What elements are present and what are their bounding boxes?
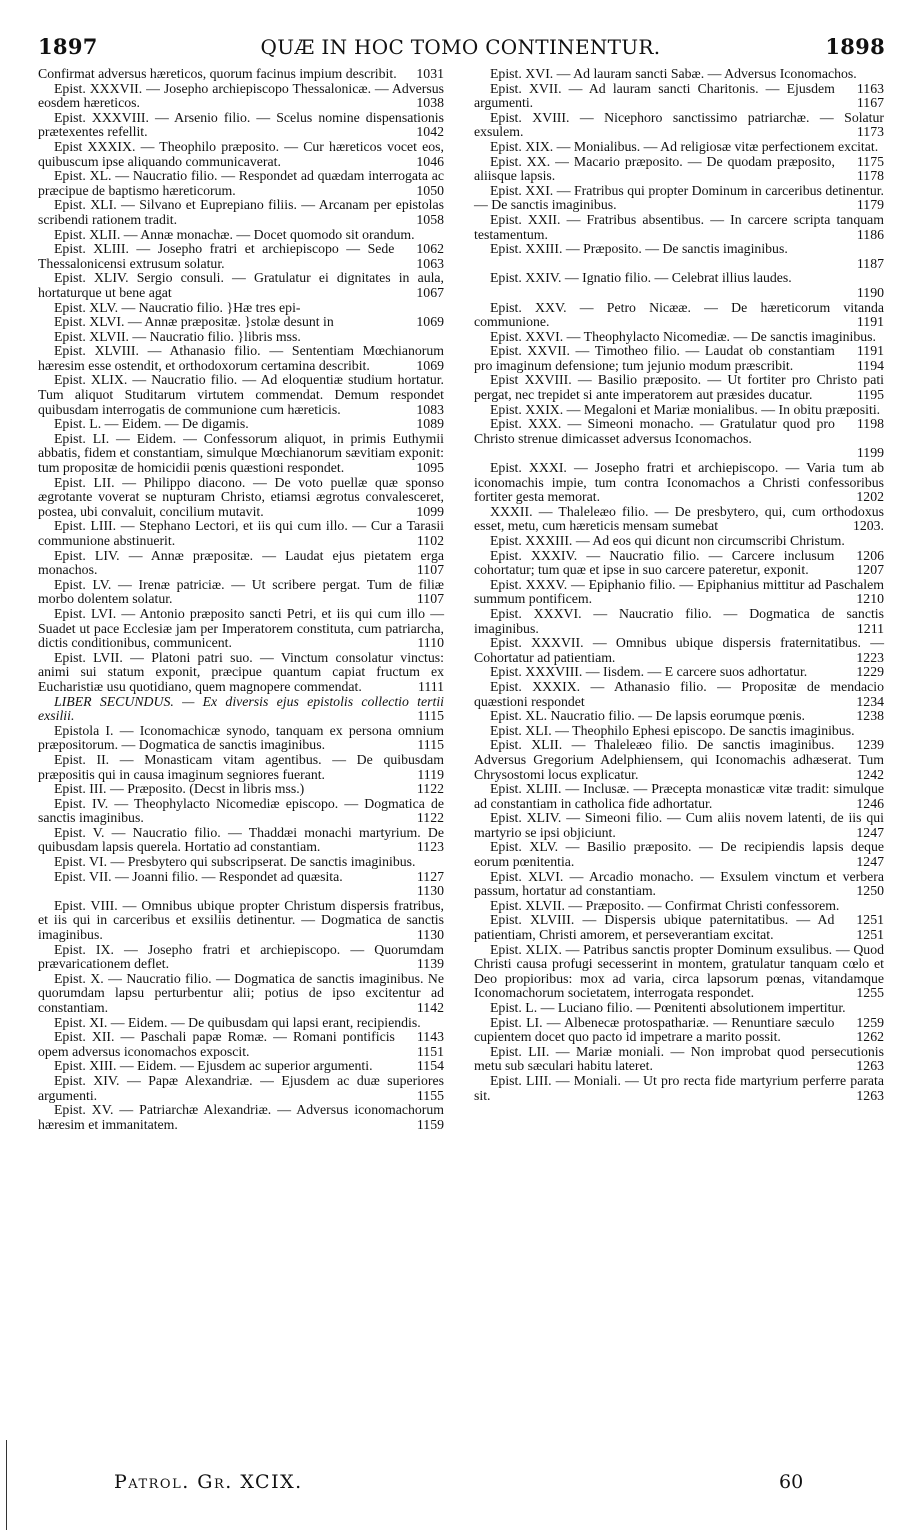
toc-entry: [38, 899, 444, 943]
toc-entry-column-ref: 1175: [856, 153, 884, 169]
toc-entry-column-ref: 1122: [416, 781, 444, 797]
toc-entry-text: Epist. XVIII. — Nicephoro sanctissimo patriarchæ. — Solatur exsulem.: [474, 109, 884, 140]
toc-entry-column-ref: 1042: [416, 124, 444, 140]
toc-entry: [38, 169, 444, 198]
toc-entry: [474, 184, 884, 213]
toc-entry-text: Epist. XXII. — Fratribus absentibus. — In carcere scripta tanquam testamentum.: [474, 211, 884, 242]
toc-entry-column-ref: 1119: [417, 766, 444, 782]
toc-entry-column-ref: 1262: [856, 1029, 884, 1045]
toc-entry-column-ref: 1191: [856, 314, 884, 330]
footer-signature: 60: [779, 1471, 804, 1493]
toc-entry-column-ref: 1259: [856, 1014, 884, 1030]
toc-entry: [38, 651, 444, 695]
toc-entry-text: Epist. XLVI. — Annæ præpositæ. }stolæ desunt in: [54, 314, 334, 330]
toc-entry-column-ref: 1242: [856, 766, 884, 782]
toc-entry-text: Epist. L. — Luciano filio. — Pœnitenti absolutionem impertitur.: [490, 1000, 846, 1015]
toc-entry-column-ref: 1167: [856, 95, 884, 111]
toc-entry-column-ref: 1247: [856, 824, 884, 840]
toc-entry-text: Epist. XLIX. — Patribus sanctis propter Dominum exsulibus. — Quod Christi causa profugi secesserint in montem, gratulatur tanquam cœlo et Deo propioribus: mox ad varia, circa lapsorum pœnas, vitandamque Iconomachorum societatem, interrogata respondet.: [474, 941, 884, 1001]
toc-entry-text: Epist. XLI. — Theophilo Ephesi episcopo. De sanctis imaginibus.: [490, 722, 855, 738]
toc-entry-text: Epist. XXIV. — Ignatio filio. — Celebrat illius laudes.: [490, 270, 792, 286]
running-title: QUÆ IN HOC TOMO CONTINENTUR.: [260, 35, 661, 59]
toc-entry-column-ref: 1206: [856, 547, 884, 563]
toc-entry-column-ref: 1263: [856, 1058, 884, 1074]
toc-entry-column-ref: 1207: [856, 562, 884, 578]
toc-entry-text: Epist. LIII. — Moniali. — Ut pro recta fide martyrium perferre parata sit.: [474, 1072, 884, 1103]
toc-entry-column-ref: 1050: [416, 182, 444, 198]
toc-entry-column-ref: 1122: [416, 810, 444, 826]
toc-entry-text: Epist. VIII. — Omnibus ubique propter Christum dispersis fratribus, et iis qui in carceribus et exsiliis detinentur. — Dogmatica de sanctis imaginibus.: [38, 897, 444, 943]
toc-entry-text: Epist. XI. — Eidem. — De quibusdam qui lapsi erant, recipiendis.: [54, 1014, 421, 1030]
toc-entry-text: Epist. XLV. — Basilio præposito. — De recipiendis lapsis deque eorum pœnitentia.: [474, 839, 884, 870]
toc-entry-text: Epist. XLII. — Annæ monachæ. — Docet quomodo sit orandum.: [54, 226, 415, 242]
toc-entry: [474, 943, 884, 1001]
toc-entry: [38, 1059, 444, 1074]
toc-entry-column-ref: 1178: [856, 168, 884, 184]
toc-entry-column-ref: 1202: [856, 489, 884, 505]
toc-entry: [474, 578, 884, 607]
toc-entry-column-ref: 1255: [856, 985, 884, 1001]
toc-entry-text: Epist. XXXVIII. — Iisdem. — E carcere suos adhortatur.: [490, 664, 808, 680]
toc-entry-column-ref: 1194: [856, 357, 884, 373]
toc-entry: [474, 870, 884, 899]
toc-entry-column-ref: 1127: [416, 868, 444, 884]
toc-entry: [474, 665, 884, 680]
toc-entry-text: Epist. XIII. — Eidem. — Ejusdem ac superior argumenti.: [54, 1058, 373, 1074]
toc-entry-column-ref: 1199: [856, 445, 884, 461]
toc-entry: [474, 680, 884, 709]
toc-entry-column-ref: 1159: [416, 1116, 444, 1132]
toc-entry-text: Epist. XXIII. — Præposito. — De sanctis imaginibus.: [490, 241, 788, 257]
toc-entry-column-ref: 1142: [416, 1000, 444, 1015]
toc-entry: [474, 301, 884, 330]
toc-entry-column-ref: 1173: [856, 124, 884, 140]
toc-entry: [38, 1103, 444, 1132]
toc-entry-text: Epist. XV. — Patriarchæ Alexandriæ. — Adversus iconomachorum hæresim et immanitatem.: [38, 1102, 444, 1132]
toc-entry: [474, 344, 884, 373]
toc-entry-text: Epist. XLVIII. — Dispersis ubique paternitatibus. — Ad patientiam, Christi amorem, et perseverantiam excitat.: [474, 912, 835, 943]
toc-entry-text: Epist. XVII. — Ad lauram sancti Charitonis. — Ejusdem argumenti.: [474, 80, 835, 111]
toc-entry: [474, 636, 884, 665]
toc-entry-column-ref: 1115: [417, 737, 444, 753]
toc-entry-column-ref: 1186: [856, 226, 884, 242]
toc-entry-text: Epist XXVIII. — Basilio præposito. — Ut fortiter pro Christo pati pergat, nec trepidet si ante imperatorem aut præsides ducatur.: [474, 372, 884, 403]
toc-entry-text: Epist. XXX. — Simeoni monacho. — Gratulatur quod pro Christo strenue dimicasset adversus Iconomachos.: [474, 416, 835, 446]
toc-entry-column-ref: 1163: [856, 80, 884, 96]
toc-entry-column-ref: 1111: [417, 678, 444, 694]
toc-entry: [38, 753, 444, 782]
toc-entry-text: Epist XXXIX. — Theophilo præposito. — Cur hæreticos vocet eos, quibuscum ipse aliquando communicaverat.: [38, 138, 444, 169]
toc-entry: [38, 271, 444, 300]
toc-entry-text: Epist. XLIII. — Josepho fratri et archiepiscopo — Sede Thessalonicensi extrusum solatur.: [38, 241, 395, 271]
toc-entry: [474, 782, 884, 811]
toc-entry-text: Epist. V. — Naucratio filio. — Thaddæi monachi martyrium. De quibusdam lapsis querela. Hortatio ad constantiam.: [38, 824, 444, 855]
toc-entry: [474, 738, 884, 782]
toc-entry-text: Epist. XLVI. — Arcadio monacho. — Exsulem vinctum et verbera passum, hortatur ad constantiam.: [474, 868, 884, 899]
toc-entry-text: Epist. XXXIX. — Athanasio filio. — Propositæ de mendacio quæstioni respondet: [474, 678, 884, 709]
toc-entry-column-ref: 1107: [416, 591, 444, 607]
toc-entry: [38, 330, 444, 345]
toc-entry: [474, 82, 884, 111]
toc-entry: [38, 695, 444, 724]
toc-entry-text: Epist. XX. — Macario præposito. — De quodam præposito, aliisque lapsis.: [474, 153, 835, 184]
toc-entry-column-ref: 1139: [416, 956, 444, 972]
toc-entry-text: Epist. LIII. — Stephano Lectori, et iis qui cum illo. — Cur a Tarasii communione abstinuerit.: [38, 518, 444, 548]
toc-entry-text: Epist. VII. — Joanni filio. — Respondet ad quæsita.: [54, 868, 343, 884]
toc-entry: [38, 972, 444, 1016]
toc-entry: [38, 1074, 444, 1103]
toc-entry-column-ref: 1229: [856, 664, 884, 680]
toc-entry: [474, 271, 884, 300]
left-column: [38, 67, 444, 1132]
toc-entry-column-ref: 1123: [416, 839, 444, 855]
toc-entry: [474, 213, 884, 242]
toc-entry-text: Epist. XXXIV. — Naucratio filio. — Carcere inclusum cohortatur; tum quæ et ipse in suo carcere pateretur, exponit.: [474, 547, 835, 578]
toc-entry-column-ref: 1198: [856, 416, 884, 432]
toc-entry-column-ref: 1187: [856, 255, 884, 271]
toc-entry-column-ref: 1110: [417, 635, 444, 651]
toc-entry-text: Epist. XLVII. — Præposito. — Confirmat Christi confessorem.: [490, 897, 840, 913]
toc-entry-column-ref: 1062: [416, 241, 444, 257]
toc-entry-column-ref: 1038: [416, 95, 444, 111]
toc-entry-column-ref: 1083: [416, 401, 444, 417]
toc-entry-column-ref: 1130: [416, 883, 444, 899]
column-number-left: 1897: [38, 34, 98, 59]
toc-entry-text: Epist. XXVI. — Theophylacto Nicomediæ. — De sanctis imaginibus.: [490, 328, 877, 344]
toc-entry-column-ref: 1247: [856, 854, 884, 870]
toc-entry: [38, 432, 444, 476]
column-number-right: 1898: [825, 34, 885, 59]
toc-entry-text: Epist. XXXI. — Josepho fratri et archiepiscopo. — Varia tum ab iconomachis impie, tum contra Iconomachos a Christi confessoribus fortiter gesta memorat.: [474, 460, 884, 505]
toc-entry: [38, 242, 444, 271]
toc-entry-text: Epist. XXXVII. — Omnibus ubique dispersis fraternitatibus. — Cohortatur ad patientiam.: [474, 635, 884, 665]
toc-entry-column-ref: 1195: [856, 387, 884, 403]
toc-entry: [474, 505, 884, 534]
toc-entry: [38, 82, 444, 111]
toc-entry-text: Epist. XL. — Naucratio filio. — Respondet ad quædam interrogata ac præcipue de baptismo hæreticorum.: [38, 168, 444, 198]
toc-entry: [38, 826, 444, 855]
toc-entry-text: Epist. LI. — Eidem. — Confessorum aliquot, in primis Euthymii abbatis, fidem et constantiam, simulque Mœchianorum sævitiam exponit: tum propositæ de homicidii pœnis quæstioni respondet.: [38, 430, 444, 476]
toc-entry-column-ref: 1046: [416, 153, 444, 169]
toc-entry-column-ref: 1223: [856, 649, 884, 665]
toc-entry-column-ref: 1251: [856, 927, 884, 943]
toc-entry-text: Epist. XLVII. — Naucratio filio. }libris mss.: [54, 328, 301, 344]
toc-entry-text: Epist. XLIV. — Simeoni filio. — Cum aliis novem latenti, de iis qui martyrio se ipsi objiciunt.: [474, 810, 884, 840]
toc-entry: [474, 373, 884, 402]
toc-entry-column-ref: 1031: [416, 66, 444, 81]
toc-entry-text: Epist. XXVII. — Timotheo filio. — Laudat ob constantiam pro imaginum defensione; tum jejunio modum præscribit.: [474, 343, 835, 373]
toc-entry-column-ref: 1102: [416, 533, 444, 548]
toc-entry-text: Epist. X. — Naucratio filio. — Dogmatica de sanctis imaginibus. Ne quorumdam lapsu perturbentur alii; potius de ipso excitentur ad constantiam.: [38, 970, 444, 1015]
toc-entry: [38, 301, 444, 316]
toc-entry: [474, 722, 884, 753]
toc-entry-text: Epist. XXXVIII. — Arsenio filio. — Scelus nomine dispensationis prætexentes refellit.: [38, 109, 444, 140]
toc-entry-text: Epist. XXV. — Petro Nicææ. — De hæreticorum vitanda communione.: [474, 299, 884, 330]
toc-entry-column-ref: 1069: [416, 357, 444, 373]
toc-entry-text: Epist. XXIX. — Megaloni et Mariæ monialibus. — In obitu præpositi.: [490, 401, 881, 417]
toc-entry-column-ref: 1234: [856, 693, 884, 709]
toc-entry-text: LIBER SECUNDUS. — Ex diversis ejus epistolis collectio tertii exsilii.: [38, 693, 444, 724]
toc-entry-text: Confirmat adversus hæreticos, quorum facinus impium describit.: [38, 66, 397, 81]
toc-entry-text: Epist. LIV. — Annæ præpositæ. — Laudat ejus pietatem erga monachos.: [38, 547, 444, 578]
toc-entry-column-ref: 1179: [856, 197, 884, 213]
toc-entry: [474, 1045, 884, 1074]
toc-entry: [38, 549, 444, 578]
toc-entry: [38, 607, 444, 651]
toc-entry-text: Epist. IV. — Theophylacto Nicomediæ episcopo. — Dogmatica de sanctis imaginibus.: [38, 795, 444, 826]
toc-entry-text: Epist. LII. — Mariæ moniali. — Non improbat quod persecutionis metu sub sæculari habitu lateret.: [474, 1043, 884, 1074]
toc-entry-column-ref: 1251: [856, 912, 884, 928]
toc-entry: [474, 242, 884, 271]
toc-entry-text: Epist. XLVIII. — Athanasio filio. — Sententiam Mœchianorum hæresim esse ostendit, et orthodoxorum certamina describit.: [38, 343, 444, 373]
footer-series: Patrol. Gr. XCIX.: [114, 1471, 303, 1493]
toc-entry-text: Epist. XXXIII. — Ad eos qui dicunt non circumscribi Christum.: [490, 533, 845, 548]
toc-entry-text: Epistola I. — Iconomachicæ synodo, tanquam ex persona omnium præpositorum. — Dogmatica de sanctis imaginibus.: [38, 722, 444, 753]
toc-entry-text: Epist. VI. — Presbytero qui subscripserat. De sanctis imaginibus.: [54, 854, 416, 870]
toc-entry-column-ref: 1250: [856, 883, 884, 899]
toc-entry-column-ref: 1063: [416, 255, 444, 271]
toc-entry: [474, 111, 884, 140]
toc-entry: [38, 315, 444, 330]
toc-entry: [38, 1030, 444, 1059]
toc-entry: [474, 417, 884, 461]
toc-entry: [38, 476, 444, 520]
toc-entry: [474, 155, 884, 184]
toc-entry-column-ref: 1143: [416, 1029, 444, 1045]
toc-entry-text: Epist. LVII. — Platoni patri suo. — Vinctum consolatur vinctus: animi sui statum exponit, præcipue quantum capiat fructum ex Eucharistiæ usu quotidiano, quem magnopere commendat.: [38, 649, 444, 694]
toc-entry-column-ref: 1095: [416, 460, 444, 476]
page-footer: [0, 1471, 921, 1495]
toc-entry-column-ref: 1263: [856, 1087, 884, 1103]
toc-entry-text: Epist. XXI. — Fratribus qui propter Dominum in carceribus detinentur. — De sanctis imaginibus.: [474, 182, 884, 213]
toc-entry-text: Epist. XLV. — Naucratio filio. }Hæ tres epi-: [54, 299, 301, 315]
toc-entry-column-ref: 1069: [416, 314, 444, 330]
toc-entry-column-ref: 1239: [856, 737, 884, 753]
toc-entry-text: Epist. LV. — Irenæ patriciæ. — Ut scribere pergat. Tum de filiæ morbo dolentem solatur.: [38, 576, 444, 607]
toc-entry-text: XXXII. — Thaleleæo filio. — De presbytero, qui, cum orthodoxus esset, metu, cum hæreticis mensam sumebat: [474, 503, 884, 534]
toc-entry-text: Epist. LVI. — Antonio præposito sancti Petri, et iis qui cum illo — Suadet ut pace Ecclesiæ jam per Imperatorem constituta, cum patriarcha, dictis conditionibus, communicent.: [38, 605, 444, 651]
toc-entry-text: Epist. XIX. — Monialibus. — Ad religiosæ vitæ perfectionem excitat.: [490, 138, 879, 154]
toc-entry: [474, 709, 884, 724]
toc-entry-column-ref: 1203.: [852, 518, 884, 534]
toc-entry-column-ref: 1190: [856, 284, 884, 300]
toc-entry-text: Epist. LII. — Philippo diacono. — De voto puellæ quæ sponso ægrotante voverat se nupturam Christo, etiamsi ægrotus convalesceret, postea, ubi convaluit, concilium mutavit.: [38, 474, 444, 519]
toc-entry-column-ref: 1151: [416, 1043, 444, 1059]
toc-entry-column-ref: 1058: [416, 211, 444, 227]
toc-entry: [38, 140, 444, 169]
toc-entry: [474, 811, 884, 840]
toc-entry: [38, 797, 444, 826]
toc-entry-column-ref: 1238: [856, 708, 884, 724]
toc-entry-column-ref: 1154: [416, 1058, 444, 1074]
toc-entry: [38, 870, 444, 899]
toc-entry: [474, 607, 884, 636]
toc-entry-text: Epist. XIV. — Papæ Alexandriæ. — Ejusdem ac duæ superiores argumenti.: [38, 1072, 444, 1103]
toc-entry-column-ref: 1191: [856, 343, 884, 359]
toc-entry-text: Epist. XXXV. — Epiphanio filio. — Epiphanius mittitur ad Paschalem summum pontificem.: [474, 576, 884, 607]
toc-entry-text: Epist. XVI. — Ad lauram sancti Sabæ. — Adversus Iconomachos.: [490, 66, 857, 81]
margin-rule: [6, 1440, 7, 1530]
toc-entry-column-ref: 1155: [416, 1087, 444, 1103]
toc-entry-column-ref: 1099: [416, 503, 444, 519]
toc-entry-text: Epist. L. — Eidem. — De digamis.: [54, 416, 249, 432]
toc-entry-text: Epist. XII. — Paschali papæ Romæ. — Romani pontificis opem adversus iconomachos exposcit.: [38, 1029, 395, 1059]
toc-entry: [38, 724, 444, 753]
toc-entry: [474, 1016, 884, 1045]
toc-entry-text: Epist. XLIX. — Naucratio filio. — Ad eloquentiæ studium hortatur. Tum aliquot Studitarum virtutem commendat. Demum respondet quibusdam interrogatis de communione cum hæreticis.: [38, 372, 444, 417]
right-column: [474, 67, 884, 1103]
toc-entry: [38, 943, 444, 972]
toc-entry: [474, 549, 884, 578]
toc-entry-column-ref: 1210: [856, 591, 884, 607]
toc-entry: [38, 782, 444, 797]
toc-entry: [474, 840, 884, 869]
toc-entry-text: Epist. LI. — Albenecæ protospathariæ. — Renuntiare sæculo cupientem docet quo pacto id impetrare a marito possit.: [474, 1014, 835, 1045]
toc-entry-text: Epist. XLI. — Silvano et Euprepiano filiis. — Arcanam per epistolas scribendi rationem tradit.: [38, 197, 444, 227]
toc-entry-text: Epist. III. — Præposito. (Decst in libris mss.): [54, 781, 305, 797]
toc-entry-text: Epist. XXXVI. — Naucratio filio. — Dogmatica de sanctis imaginibus.: [474, 605, 884, 636]
toc-entry-text: Epist. XL. Naucratio filio. — De lapsis eorumque pœnis.: [490, 708, 805, 724]
toc-entry-text: Epist. XLIV. Sergio consuli. — Gratulatur ei dignitates in aula, hortaturque ut bene agat: [38, 270, 444, 300]
toc-entry: [38, 519, 444, 548]
toc-entry-column-ref: 1107: [416, 562, 444, 578]
toc-entry: [38, 578, 444, 607]
toc-entry: [38, 373, 444, 417]
toc-entry-column-ref: 1089: [416, 416, 444, 432]
toc-entry: [474, 1074, 884, 1103]
toc-entry: [38, 111, 444, 140]
toc-entry-text: Epist. II. — Monasticam vitam agentibus. — De quibusdam præpositis qui in causa imaginum segniores fuerant.: [38, 751, 444, 782]
toc-entry-column-ref: 1115: [417, 708, 444, 724]
toc-entry: [38, 67, 444, 82]
toc-entry-column-ref: 1067: [416, 284, 444, 300]
toc-entry: [38, 198, 444, 227]
toc-entry: [474, 461, 884, 505]
toc-entry-column-ref: 1246: [856, 795, 884, 811]
toc-entry-text: Epist. XLIII. — Inclusæ. — Præcepta monasticæ vitæ tradit: simulque ad constantiam in catholica fide adhortatur.: [474, 781, 884, 811]
toc-entry: [38, 344, 444, 373]
toc-entry-text: Epist. XXXVII. — Josepho archiepiscopo Thessalonicæ. — Adversus eosdem hæreticos.: [38, 80, 444, 111]
toc-entry: [38, 417, 444, 432]
toc-entry: [474, 913, 884, 942]
toc-entry-text: Epist. IX. — Josepho fratri et archiepiscopo. — Quorumdam prævaricationem deflet.: [38, 941, 444, 972]
toc-entry-column-ref: 1211: [856, 620, 884, 636]
toc-entry-column-ref: 1130: [416, 927, 444, 943]
toc-entry-text: Epist. XLII. — Thaleleæo filio. De sanctis imaginibus. Adversus Gregorium Adelphiensem, qui Iconomachis adhæserat. Tum Chrysostomi locus explicatur.: [474, 737, 884, 782]
